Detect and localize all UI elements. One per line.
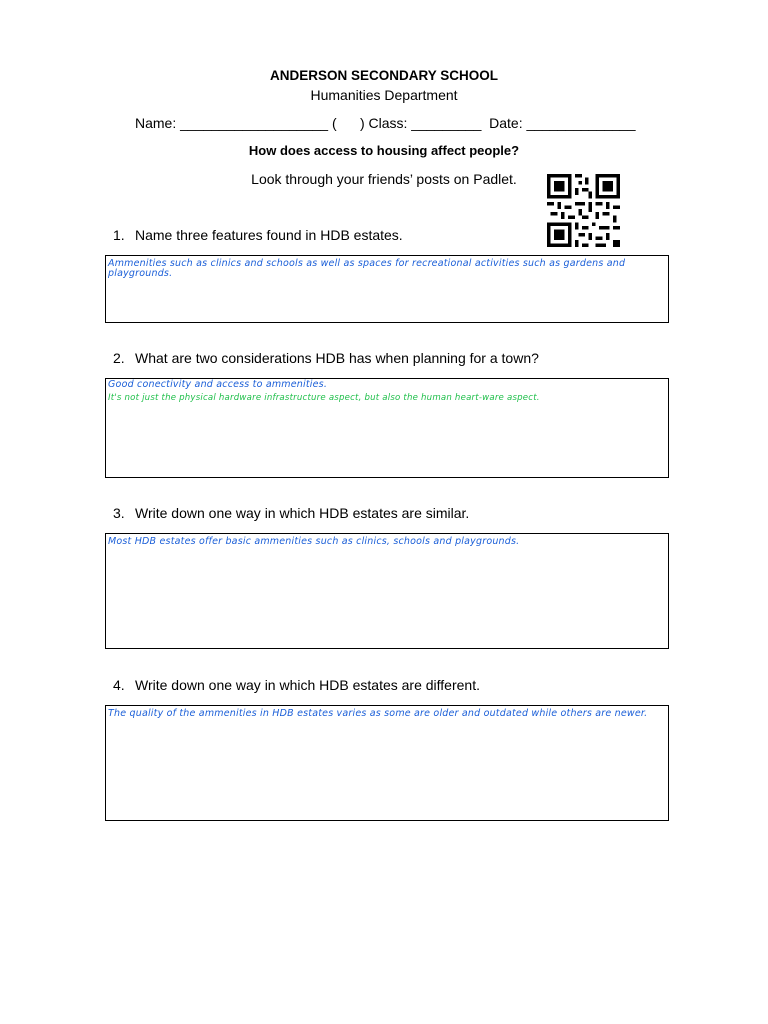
qr-code-icon <box>547 174 620 247</box>
question-text: Write down one way in which HDB estates are similar. <box>135 505 470 521</box>
answer-line: The quality of the ammenities in HDB estates varies as some are older and outdated while others are newer. <box>108 708 648 719</box>
question-number: 2. <box>113 350 125 366</box>
instruction-text: Look through your friends’ posts on Padlet. <box>251 171 517 187</box>
answer-line: It's not just the physical hardware infrastructure aspect, but also the human heart-ware aspect. <box>108 393 540 403</box>
question-3 <box>113 505 469 521</box>
question-2 <box>113 350 539 366</box>
question-number: 3. <box>113 505 125 521</box>
answer-box-3[interactable] <box>105 533 669 649</box>
answer-box-4[interactable] <box>105 705 669 821</box>
question-number: 4. <box>113 677 125 693</box>
answer-line: Good conectivity and access to ammenities. <box>108 379 328 390</box>
answer-line: Most HDB estates offer basic ammenities such as clinics, schools and playgrounds. <box>108 536 520 547</box>
worksheet-title: How does access to housing affect people? <box>248 143 520 158</box>
answer-box-1[interactable] <box>105 255 669 323</box>
question-text: What are two considerations HDB has when planning for a town? <box>135 350 539 366</box>
answer-line: playgrounds. <box>108 268 173 279</box>
answer-line: Ammenities such as clinics and schools as well as spaces for recreational activities such as gardens and <box>108 258 626 269</box>
question-text: Name three features found in HDB estates. <box>135 227 403 243</box>
answer-box-2[interactable] <box>105 378 669 478</box>
question-1 <box>113 227 403 243</box>
name-class-date-line: Name: ___________________ ( ) Class: _________ Date: ______________ <box>135 115 636 131</box>
department-name: Humanities Department <box>310 87 458 103</box>
question-number: 1. <box>113 227 125 243</box>
question-4 <box>113 677 480 693</box>
question-text: Write down one way in which HDB estates are different. <box>135 677 480 693</box>
school-name: ANDERSON SECONDARY SCHOOL <box>269 68 499 83</box>
